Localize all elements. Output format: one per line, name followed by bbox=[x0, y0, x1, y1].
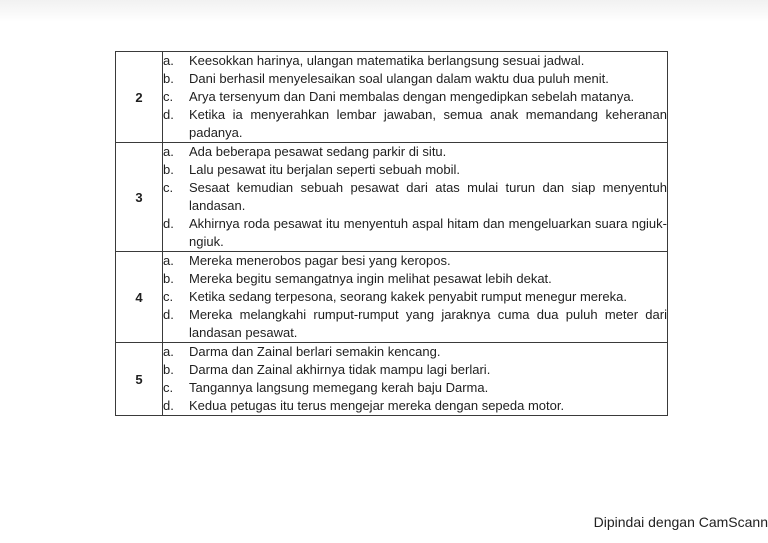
option-letter: d. bbox=[163, 216, 174, 231]
option-text: Sesaat kemudian sebuah pesawat dari atas mulai turun dan siap menyentuh landasan. bbox=[189, 180, 667, 213]
option-letter: a. bbox=[163, 144, 174, 159]
option-text: Ada beberapa pesawat sedang parkir di situ. bbox=[189, 144, 447, 159]
scan-shadow bbox=[0, 0, 768, 22]
option-text: Keesokkan harinya, ulangan matematika berlangsung sesuai jadwal. bbox=[189, 53, 585, 68]
question-number: 4 bbox=[116, 252, 163, 343]
option-text: Darma dan Zainal berlari semakin kencang. bbox=[189, 344, 441, 359]
question-table bbox=[115, 51, 668, 416]
list-item bbox=[163, 288, 667, 306]
list-item bbox=[163, 52, 667, 70]
list-item bbox=[163, 270, 667, 288]
list-item bbox=[163, 343, 667, 361]
list-item bbox=[163, 252, 667, 270]
option-letter: c. bbox=[163, 289, 174, 304]
list-item bbox=[163, 397, 667, 415]
option-text: Dani berhasil menyelesaikan soal ulangan dalam waktu dua puluh menit. bbox=[189, 71, 609, 86]
option-letter: c. bbox=[163, 180, 174, 195]
table-row bbox=[116, 143, 668, 252]
option-text: Akhirnya roda pesawat itu menyentuh aspal hitam dan mengeluarkan suara ngiuk-ngiuk. bbox=[189, 216, 667, 249]
option-letter: b. bbox=[163, 162, 174, 177]
option-text: Tangannya langsung memegang kerah baju Darma. bbox=[189, 380, 489, 395]
option-letter: b. bbox=[163, 71, 174, 86]
option-text: Ketika sedang terpesona, seorang kakek penyabit rumput menegur mereka. bbox=[189, 289, 627, 304]
option-text: Mereka menerobos pagar besi yang keropos. bbox=[189, 253, 451, 268]
option-letter: c. bbox=[163, 380, 174, 395]
option-text: Mereka melangkahi rumput-rumput yang jaraknya cuma dua puluh meter dari landasan pesawat. bbox=[189, 307, 667, 340]
option-text: Kedua petugas itu terus mengejar mereka dengan sepeda motor. bbox=[189, 398, 565, 413]
list-item bbox=[163, 161, 667, 179]
table-row bbox=[116, 252, 668, 343]
list-item bbox=[163, 143, 667, 161]
option-letter: b. bbox=[163, 362, 174, 377]
option-letter: b. bbox=[163, 271, 174, 286]
option-letter: d. bbox=[163, 307, 174, 322]
option-letter: c. bbox=[163, 89, 174, 104]
option-text: Lalu pesawat itu berjalan seperti sebuah mobil. bbox=[189, 162, 461, 177]
list-item bbox=[163, 88, 667, 106]
question-number: 2 bbox=[116, 52, 163, 143]
option-letter: a. bbox=[163, 253, 174, 268]
options-cell bbox=[163, 143, 668, 252]
question-number: 3 bbox=[116, 143, 163, 252]
list-item bbox=[163, 306, 667, 342]
options-cell bbox=[163, 252, 668, 343]
table-row bbox=[116, 52, 668, 143]
option-letter: d. bbox=[163, 107, 174, 122]
option-text: Darma dan Zainal akhirnya tidak mampu lagi berlari. bbox=[189, 362, 491, 377]
question-number: 5 bbox=[116, 343, 163, 416]
list-item bbox=[163, 106, 667, 142]
table-row bbox=[116, 343, 668, 416]
list-item bbox=[163, 70, 667, 88]
list-item bbox=[163, 215, 667, 251]
option-letter: a. bbox=[163, 53, 174, 68]
list-item bbox=[163, 361, 667, 379]
list-item bbox=[163, 379, 667, 397]
option-text: Mereka begitu semangatnya ingin melihat pesawat lebih dekat. bbox=[189, 271, 552, 286]
options-cell bbox=[163, 343, 668, 416]
option-letter: a. bbox=[163, 344, 174, 359]
option-text: Ketika ia menyerahkan lembar jawaban, semua anak memandang keheranan padanya. bbox=[189, 107, 667, 140]
list-item bbox=[163, 179, 667, 215]
option-text: Arya tersenyum dan Dani membalas dengan mengedipkan sebelah matanya. bbox=[189, 89, 635, 104]
scanner-watermark: Dipindai dengan CamScann bbox=[593, 514, 768, 530]
option-letter: d. bbox=[163, 398, 174, 413]
options-cell bbox=[163, 52, 668, 143]
